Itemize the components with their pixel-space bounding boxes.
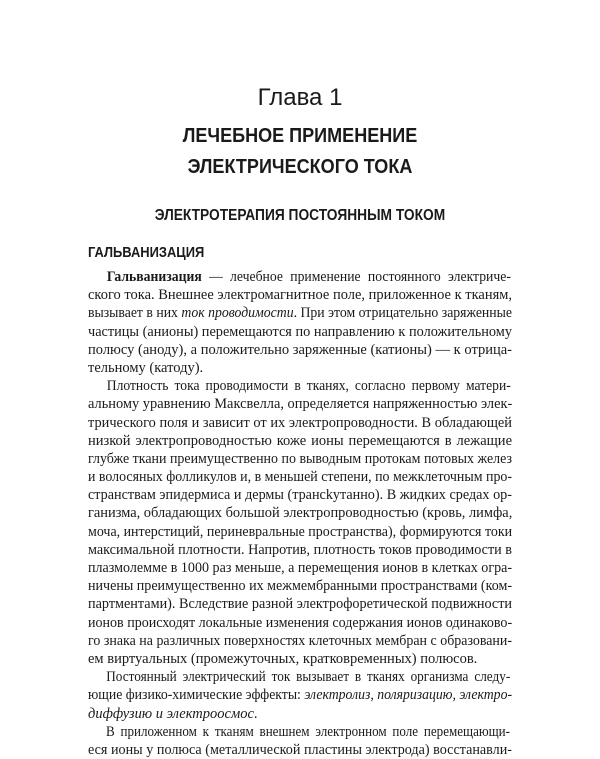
text-line: трического поля и зависит от их электропроводности. В обладающей (88, 414, 512, 431)
text-line: низкой электропроводностью коже ионы перемещаются в лежащие (88, 432, 512, 449)
text-line: альному уравнению Максвелла, определяется напряженностью элек- (88, 396, 513, 413)
text-line: странствам эпидермиса и дермы (трансkутанно). В жидких средах ор- (88, 487, 512, 504)
text-line: моча, интерстиций, периневральные пространства), формируются токи (88, 523, 513, 540)
text-line: глубже ткани преимущественно по выводным протокам потовых желез (88, 450, 512, 467)
text-line: ганизма, обладающих большой электропроводностью (кровь, лимфа, (88, 505, 513, 522)
chapter-title-line: ЛЕЧЕБНОЕ ПРИМЕНЕНИЕ (182, 124, 418, 147)
paragraph (88, 377, 512, 668)
text-line: полюсу (аноду), а положительно заряженные (катионы) — к отрица- (88, 341, 512, 358)
text-line (88, 304, 512, 322)
text-line: максимальной плотности. Напротив, плотность токов проводимости в (88, 541, 512, 558)
text-line: ничены преимущественно их межмембранными пространствами (ком- (88, 578, 512, 595)
text-span: ющие физико-химические эффекты: (88, 687, 305, 704)
text-line: го знака на различных поверхностях клеточных мембран с образовани- (88, 632, 512, 649)
text-span: вызывает в них (88, 305, 182, 322)
text-line (88, 705, 512, 723)
text-line: Постоянный электрический ток вызывает в тканях организма следу- (106, 669, 511, 686)
text-line: еся ионы у полюса (металлической пластины электрода) восстанавли- (88, 741, 512, 758)
chapter-heading: Глава 1 (257, 84, 343, 111)
text-line: ионов происходят локальные изменения содержания ионов одинаково- (88, 614, 513, 631)
text-line (88, 686, 512, 704)
text-line: плазмолемме в 1000 раз меньше, а перемещения ионов в клетках огра- (88, 560, 513, 576)
text-span: . (253, 705, 258, 722)
text-line: партментами). Вследствие разной электрофоретической подвижности (88, 596, 513, 613)
term-bold: Гальванизация (106, 269, 202, 285)
body-text (88, 268, 512, 759)
section-heading: ЭЛЕКТРОТЕРАПИЯ ПОСТОЯННЫМ ТОКОМ (154, 207, 446, 224)
text-line: ем виртуальных (промежуточных, кратковременных) полюсов. (88, 650, 478, 667)
text-line: ского тока. Внешнее электромагнитное поле, приложенное к тканям, (88, 287, 512, 304)
text-line: В приложенном к тканям внешнем электронном поле перемещающи- (105, 723, 510, 740)
paragraph (88, 268, 512, 377)
term-italic: ток проводимости (181, 305, 294, 322)
chapter-title (36, 120, 564, 182)
subsection-heading: ГАЛЬВАНИЗАЦИЯ (88, 244, 205, 261)
text-line: тельному (катоду). (88, 359, 204, 376)
text-line: частицы (анионы) перемещаются по направлению к положительному (88, 323, 512, 340)
text-span: . При этом отрицательно заряженные (293, 305, 512, 322)
text-span: — лечебное применение постоянного электриче- (201, 269, 511, 285)
chapter-title-line: ЭЛЕКТРИЧЕСКОГО ТОКА (187, 155, 413, 178)
paragraph (88, 668, 512, 723)
text-line (88, 268, 511, 286)
text-line: Плотность тока проводимости в тканях, согласно первому матери- (106, 378, 511, 395)
text-line: и волосяных фолликулов и, в меньшей степени, по межклеточным про- (88, 469, 512, 486)
term-italic: диффузию и электроосмос (88, 705, 254, 722)
term-italic: электролиз, поляризацию, электро- (304, 687, 513, 704)
paragraph (88, 723, 512, 759)
